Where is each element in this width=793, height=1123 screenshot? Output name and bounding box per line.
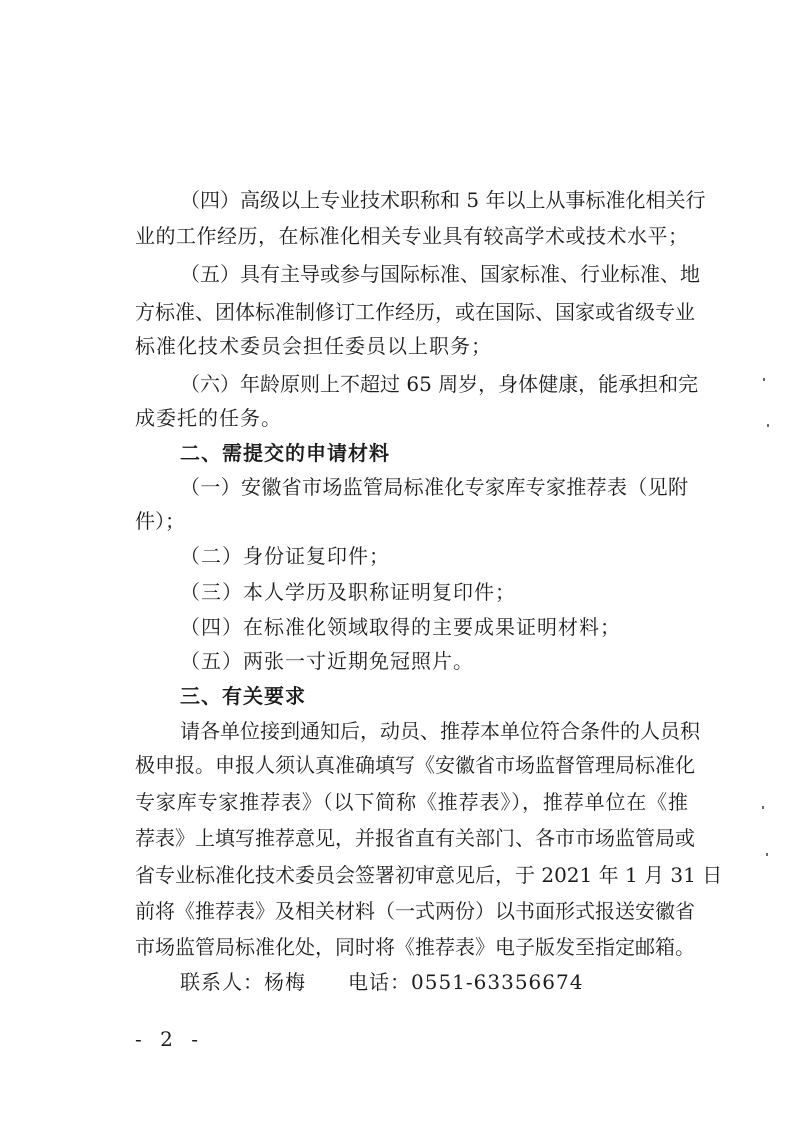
item-4-line-1: （四）高级以上专业技术职称和 5 年以上从事标准化相关行: [180, 188, 706, 212]
text-line: [0, 180, 793, 220]
requirements-para-line-3: 专家库专家推荐表》（以下简称《推荐表》），推荐单位在《推: [135, 790, 688, 814]
text-line: [0, 927, 793, 967]
text-line: [0, 572, 793, 612]
requirements-para-line-4: 荐表》上填写推荐意见，并报省直有关部门、各市市场监管局或: [135, 826, 695, 850]
materials-item-1-line-1: （一）安徽省市场监管局标准化专家库专家推荐表（见附: [180, 475, 688, 499]
item-6-line-2: 成委托的任务。: [135, 406, 282, 430]
item-6-line-1: （六）年龄原则上不超过 65 周岁，身体健康，能承担和完: [180, 372, 699, 396]
text-line: [0, 216, 793, 256]
requirements-para-line-5: 省专业标准化技术委员会签署初审意见后，于 2021 年 1 月 31 日: [135, 863, 723, 887]
contact-line: 联系人：杨梅 电话：0551-63356674: [180, 970, 584, 994]
text-line: [0, 891, 793, 931]
text-line: [0, 782, 793, 822]
text-line: [0, 962, 793, 1002]
item-4-line-2: 业的工作经历，在标准化相关专业具有较高学术或技术水平；: [135, 224, 688, 248]
text-line: [0, 326, 793, 366]
text-line: [0, 818, 793, 858]
materials-item-4: （四）在标准化领域取得的主要成果证明材料；: [180, 615, 621, 639]
item-5-line-3: 标准化技术委员会担任委员以上职务；: [135, 334, 492, 358]
requirements-para-line-7: 市场监管局标准化处，同时将《推荐表》电子版发至指定邮箱。: [135, 935, 695, 959]
requirements-heading: 三、有关要求: [180, 684, 306, 708]
materials-item-1-line-2: 件）；: [135, 509, 185, 533]
text-line: [0, 254, 793, 294]
materials-item-2: （二）身份证复印件；: [180, 544, 390, 568]
requirements-para-line-6: 前将《推荐表》及相关材料（一式两份）以书面形式报送安徽省: [135, 899, 695, 923]
text-line: [0, 398, 793, 438]
section-heading: [0, 676, 793, 716]
page-number: - 2 -: [135, 1027, 204, 1051]
materials-item-3: （三）本人学历及职称证明复印件；: [180, 580, 516, 604]
scan-speck: [767, 424, 769, 427]
text-line: [0, 501, 793, 541]
text-line: [0, 855, 793, 895]
materials-heading: 二、需提交的申请材料: [180, 441, 390, 465]
item-5-line-1: （五）具有主导或参与国际标准、国家标准、行业标准、地: [180, 262, 700, 286]
item-5-line-2: 方标准、团体标准制修订工作经历，或在国际、国家或省级专业: [135, 300, 695, 324]
requirements-para-line-2: 极申报。申报人须认真准确填写《安徽省市场监督管理局标准化: [135, 753, 695, 777]
requirements-para-line-1: 请各单位接到通知后，动员、推荐本单位符合条件的人员积: [180, 719, 700, 743]
text-line: [0, 641, 793, 681]
text-line: [0, 536, 793, 576]
scan-speck: [763, 378, 765, 381]
materials-item-5: （五）两张一寸近期免冠照片。: [180, 649, 474, 673]
text-line: [0, 745, 793, 785]
scan-speck: [766, 853, 768, 856]
scan-speck: [762, 806, 764, 809]
